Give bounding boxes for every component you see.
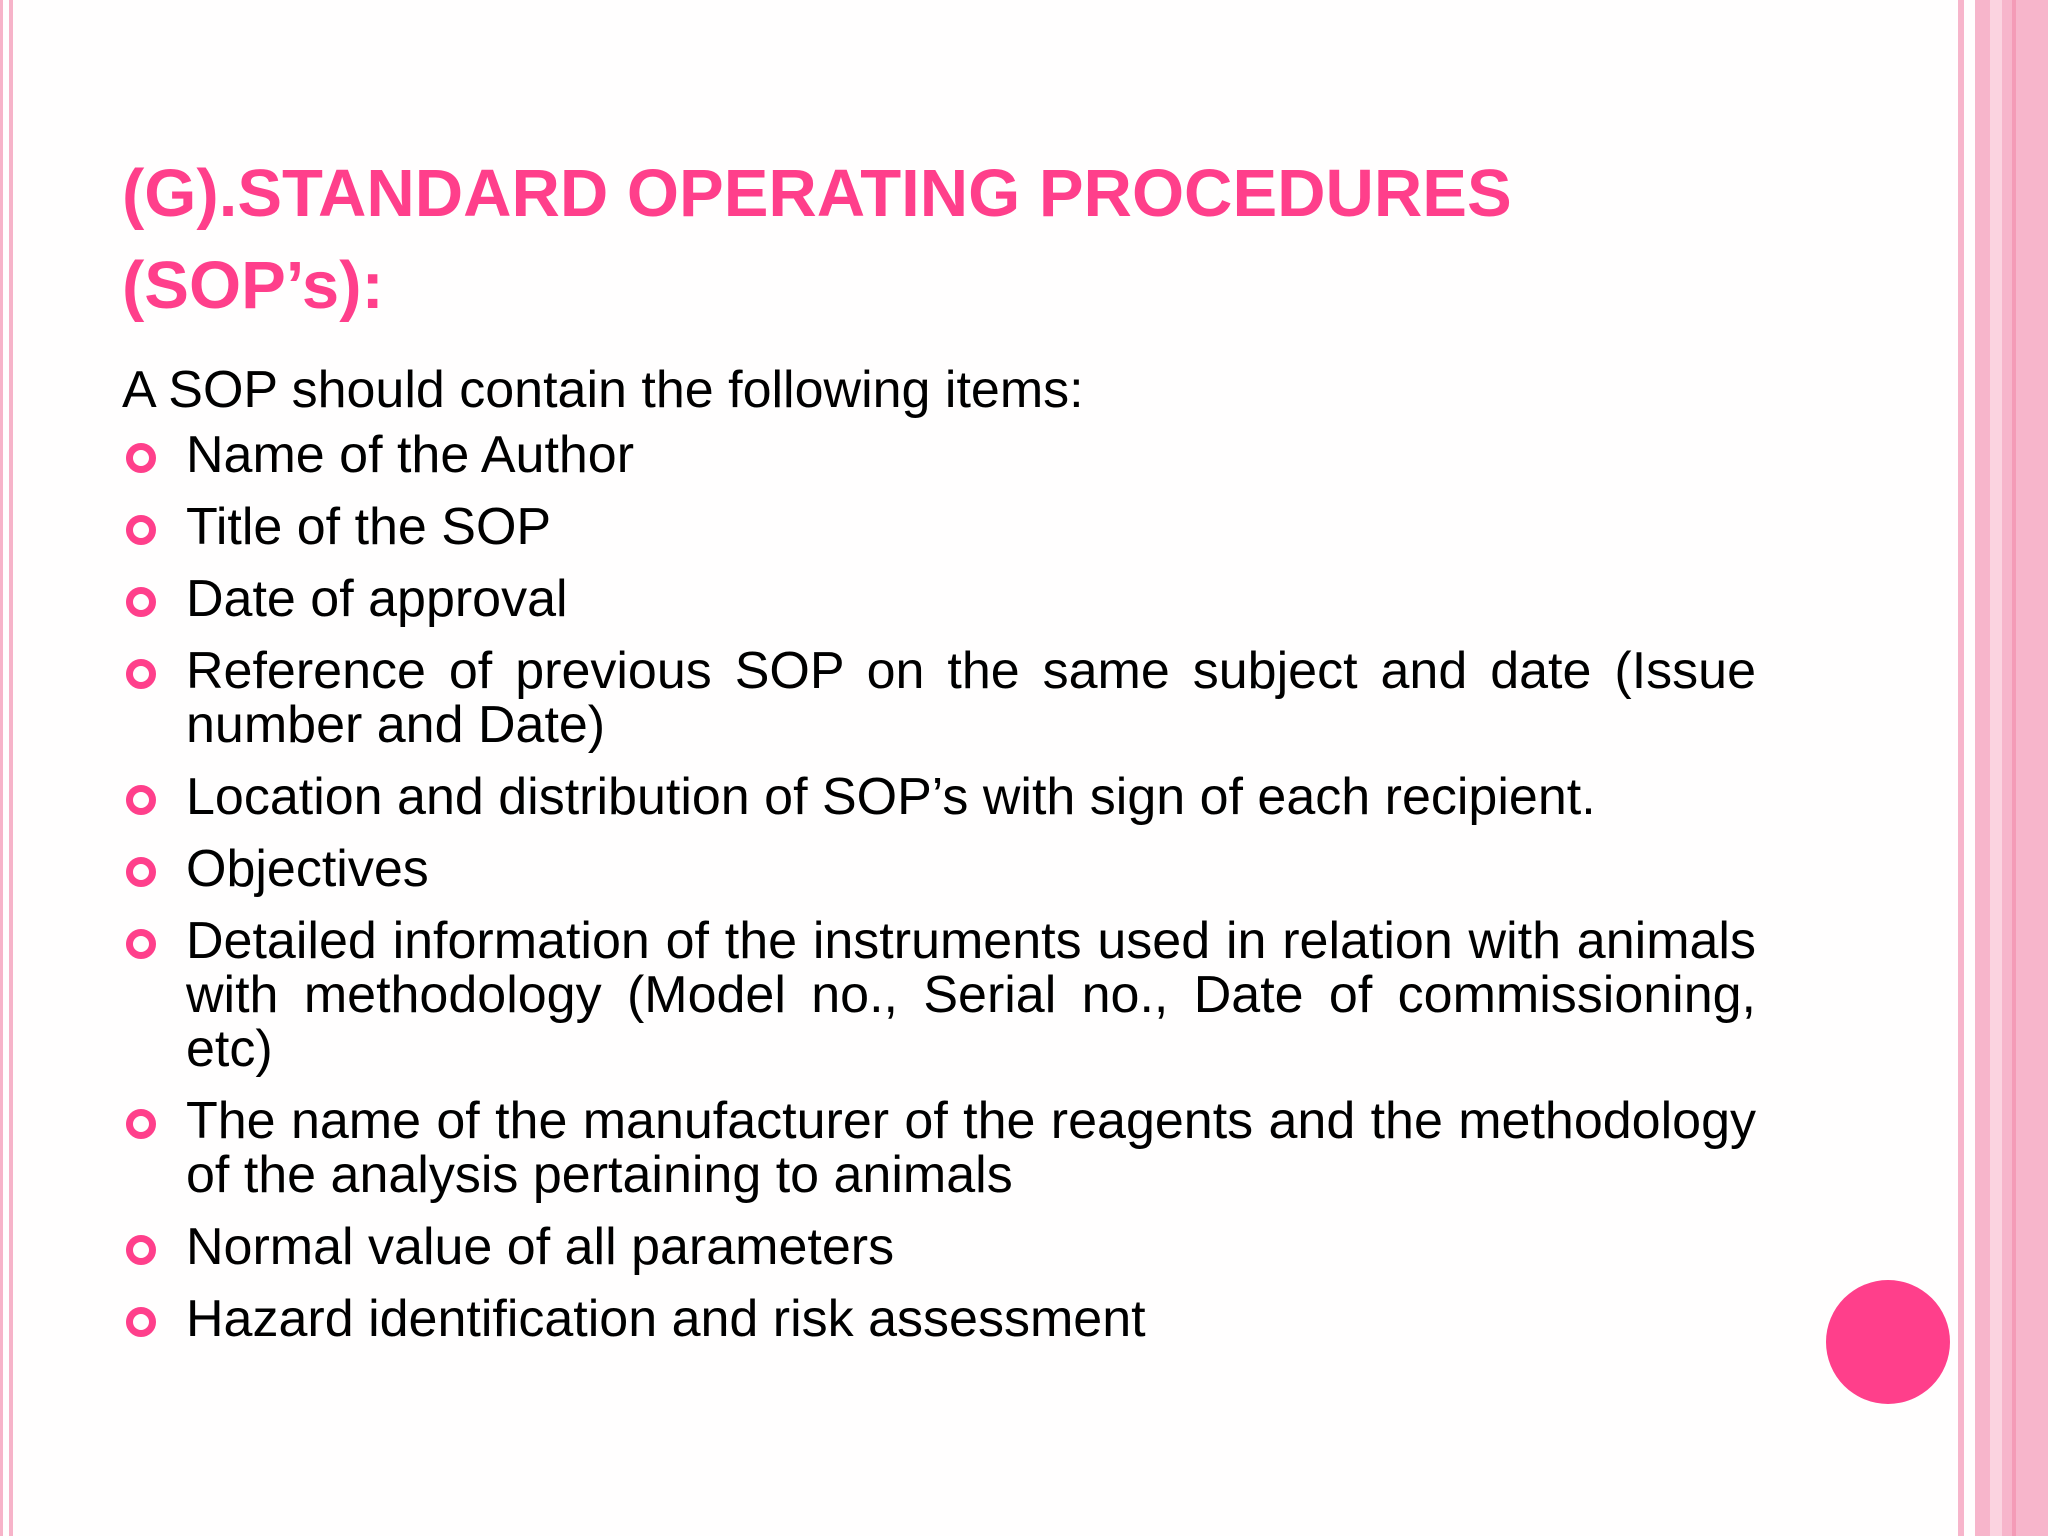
right-border-stripe	[2012, 0, 2016, 1536]
bullet-icon	[126, 1235, 156, 1265]
right-border-stripe	[2002, 0, 2048, 1536]
list-item	[122, 1220, 1756, 1274]
list-item	[122, 770, 1756, 824]
bullet-icon	[126, 785, 156, 815]
list-item-text: Title of the SOP	[186, 498, 552, 556]
decorative-circle	[1826, 1280, 1950, 1404]
bullet-icon	[126, 443, 156, 473]
list-item-text: Date of approval	[186, 570, 568, 628]
bullet-icon	[126, 1307, 156, 1337]
bullet-icon	[126, 587, 156, 617]
item-list	[122, 428, 1756, 1346]
list-item-text: Location and distribution of SOP’s with sign of each recipient.	[186, 768, 1596, 826]
bullet-icon	[126, 659, 156, 689]
bullet-icon	[126, 1109, 156, 1139]
list-item-text: Reference of previous SOP on the same subject and date (Issue number and Date)	[186, 642, 1756, 754]
list-item-text: Normal value of all parameters	[186, 1218, 895, 1276]
list-item-text: Objectives	[186, 840, 429, 898]
list-item-text: Hazard identification and risk assessment	[186, 1290, 1146, 1348]
bullet-icon	[126, 929, 156, 959]
bullet-icon	[126, 857, 156, 887]
right-border-stripe	[1990, 0, 2002, 1536]
list-item	[122, 428, 1756, 482]
right-border-stripe	[1958, 0, 1964, 1536]
left-border-line	[0, 0, 3, 1536]
list-item	[122, 1292, 1756, 1346]
list-item	[122, 500, 1756, 554]
list-item	[122, 644, 1756, 752]
bullet-icon	[126, 515, 156, 545]
list-item	[122, 1094, 1756, 1202]
list-item	[122, 842, 1756, 896]
right-border-stripe	[1975, 0, 1990, 1536]
list-item	[122, 572, 1756, 626]
slide-content	[122, 356, 1756, 1364]
list-item	[122, 914, 1756, 1076]
slide-title-line-2: (SOP’s):	[122, 248, 384, 323]
left-border-line	[9, 0, 13, 1536]
list-item-text: Detailed information of the instruments used in relation with animals with methodology (Model no., Serial no., Date of commissioning, etc)	[186, 912, 1756, 1078]
intro-text: A SOP should contain the following items:	[122, 361, 1084, 419]
slide-title-line-1: (G).STANDARD OPERATING PROCEDURES	[122, 156, 1512, 231]
list-item-text: Name of the Author	[186, 426, 635, 484]
slide-title	[122, 148, 1722, 332]
list-item-text: The name of the manufacturer of the reagents and the methodology of the analysis pertaining to animals	[186, 1092, 1756, 1204]
